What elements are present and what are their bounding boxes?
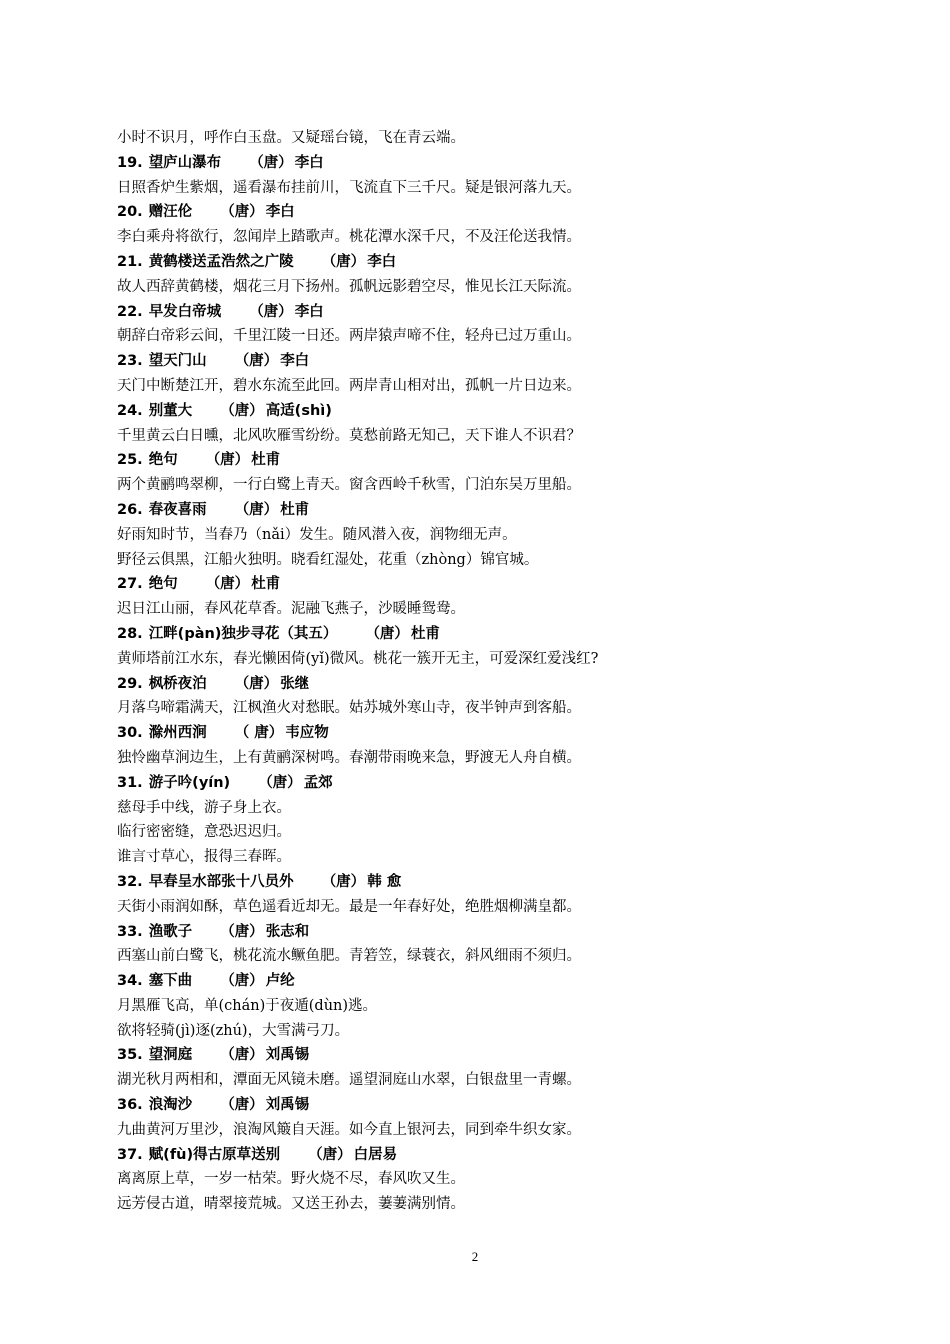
poem-text-line: 故人西辞黄鹤楼，烟花三月下扬州。孤帆远影碧空尽，惟见长江天际流。 (117, 278, 581, 295)
poem-dynasty: （唐） (249, 303, 293, 320)
poem-title: 黄鹤楼送孟浩然之广陵 (148, 253, 294, 270)
poem-text-line: 九曲黄河万里沙，浪淘风簸自天涯。如今直上银河去，同到牵牛织女家。 (117, 1121, 581, 1138)
poem-title: 塞下曲 (148, 973, 193, 990)
poem-text-line: 两个黄鹂鸣翠柳，一行白鹭上青天。窗含西岭千秋雪，门泊东吴万里船。 (117, 477, 581, 494)
poem-dynasty: （唐） (220, 204, 264, 221)
poem-title-line (117, 771, 837, 796)
poem-title: 早发白帝城 (148, 303, 222, 320)
poem-author: 张志和 (265, 923, 310, 940)
poem-title-line (117, 672, 837, 697)
poem-title: 滁州西涧 (148, 725, 207, 742)
poem-title-line (117, 572, 837, 597)
poem-number: 26. (117, 501, 143, 518)
poem-author: 李白 (294, 303, 324, 320)
poem-title-line (117, 622, 837, 647)
poem-title: 赠汪伦 (148, 204, 193, 221)
poem-title-line (117, 1143, 837, 1168)
poem-text-line: 月落乌啼霜满天，江枫渔火对愁眠。姑苏城外寒山寺，夜半钟声到客船。 (117, 700, 581, 717)
poem-author: 杜甫 (410, 625, 440, 642)
poem-number: 24. (117, 402, 143, 419)
poem-title: 望庐山瀑布 (148, 154, 222, 171)
poem-title-line (117, 200, 837, 225)
poem-number: 25. (117, 452, 143, 469)
poem-author: 杜甫 (251, 576, 281, 593)
poem-title-line (117, 1093, 837, 1118)
poem-number: 23. (117, 353, 143, 370)
poem-author: 白居易 (353, 1146, 398, 1163)
poem-author: 孟郊 (303, 774, 333, 791)
poem-title: 望洞庭 (148, 1047, 193, 1064)
poem-number: 34. (117, 973, 143, 990)
poem-dynasty: （唐） (234, 501, 279, 518)
poem-author: 李白 (265, 204, 295, 221)
poem-text-line: 千里黄云白日曛，北风吹雁雪纷纷。莫愁前路无知己，天下谁人不识君？ (117, 427, 581, 444)
poem-author: 卢纶 (265, 973, 295, 990)
poem-title: 绝句 (148, 452, 178, 469)
poem-author: 杜甫 (251, 452, 281, 469)
poem-author: 刘禹锡 (265, 1047, 310, 1064)
poem-title: 春夜喜雨 (148, 501, 207, 518)
poem-author: 韦应物 (285, 725, 329, 742)
poem-title: 浪淘沙 (148, 1097, 193, 1114)
poem-title: 早春呈水部张十八员外 (148, 873, 294, 890)
poem-text-line: 月黑雁飞高，单(chán)于夜遁(dùn)逃。 (117, 997, 378, 1014)
poem-title-line (117, 300, 837, 325)
poem-author: 刘禹锡 (265, 1097, 310, 1114)
poem-dynasty: （唐） (220, 1047, 264, 1064)
poem-text-line: 李白乘舟将欲行，忽闻岸上踏歌声。桃花潭水深千尺，不及汪伦送我情。 (117, 229, 581, 246)
poem-text-line: 野径云俱黑，江船火独明。晓看红湿处，花重（zhòng）锦官城。 (117, 551, 539, 568)
poem-number: 28. (117, 625, 143, 642)
poem-text-line: 欲将轻骑(jì)逐(zhú)，大雪满弓刀。 (117, 1022, 350, 1039)
poem-title-line (117, 1043, 837, 1068)
poem-dynasty: （唐） (220, 402, 264, 419)
poem-author: 韩 愈 (367, 873, 402, 890)
poem-dynasty: （唐） (234, 675, 279, 692)
poem-title: 渔歌子 (148, 923, 193, 940)
poem-title: 江畔(pàn)独步寻花（其五） (148, 625, 338, 642)
poem-number: 29. (117, 675, 143, 692)
poem-dynasty: （唐） (234, 353, 279, 370)
poem-title: 游子吟(yín) (148, 774, 231, 791)
poem-text-line: 离离原上草，一岁一枯荣。野火烧不尽，春风吹又生。 (117, 1171, 465, 1188)
poem-dynasty: （ 唐） (234, 725, 284, 742)
poem-title-line (117, 721, 837, 746)
poem-dynasty: （唐） (321, 873, 366, 890)
poem-title-line (117, 151, 837, 176)
poem-title-line (117, 349, 837, 374)
poem-title: 别董大 (148, 402, 193, 419)
poem-dynasty: （唐） (205, 452, 250, 469)
poem-title: 枫桥夜泊 (148, 675, 207, 692)
poem-text-line: 独怜幽草涧边生，上有黄鹂深树鸣。春潮带雨晚来急，野渡无人舟自横。 (117, 749, 581, 766)
poem-author: 李白 (367, 253, 397, 270)
poem-text-line: 天街小雨润如酥，草色遥看近却无。最是一年春好处，绝胜烟柳满皇都。 (117, 898, 581, 915)
poem-number: 21. (117, 253, 143, 270)
poem-text-line: 迟日江山丽，春风花草香。泥融飞燕子，沙暖睡鸳鸯。 (117, 601, 465, 618)
poem-number: 35. (117, 1047, 143, 1064)
poem-title-line (117, 498, 837, 523)
poem-text-line: 天门中断楚江开，碧水东流至此回。两岸青山相对出，孤帆一片日边来。 (117, 377, 581, 394)
poem-number: 33. (117, 923, 143, 940)
poem-number: 32. (117, 873, 143, 890)
poem-number: 27. (117, 576, 143, 593)
poem-number: 20. (117, 204, 143, 221)
poem-author: 高适(shì) (265, 402, 332, 419)
poem-list (117, 126, 837, 1217)
poem-dynasty: （唐） (220, 923, 264, 940)
poem-dynasty: （唐） (365, 625, 409, 642)
poem-author: 李白 (280, 353, 310, 370)
poem-dynasty: （唐） (308, 1146, 352, 1163)
poem-title-line (117, 969, 837, 994)
poem-dynasty: （唐） (258, 774, 302, 791)
poem-title: 望天门山 (148, 353, 207, 370)
poem-title-line (117, 920, 837, 945)
poem-author: 杜甫 (280, 501, 310, 518)
poem-number: 31. (117, 774, 143, 791)
poem-title-line (117, 399, 837, 424)
poem-title-line (117, 870, 837, 895)
poem-number: 22. (117, 303, 143, 320)
poem-dynasty: （唐） (220, 1097, 264, 1114)
page-number: 2 (471, 1249, 479, 1264)
poem-text-line: 日照香炉生紫烟，遥看瀑布挂前川，飞流直下三千尺。疑是银河落九天。 (117, 179, 581, 196)
poem-text-line: 远芳侵古道，晴翠接荒城。又送王孙去，萋萋满别情。 (117, 1196, 465, 1213)
poem-text-line: 黄师塔前江水东，春光懒困倚(yǐ)微风。桃花一簇开无主，可爱深红爱浅红? (117, 650, 599, 667)
poem-title-line (117, 448, 837, 473)
poem-title: 绝句 (148, 576, 178, 593)
poem-dynasty: （唐） (249, 154, 293, 171)
poem-text-line: 临行密密缝，意恐迟迟归。 (117, 824, 291, 841)
poem-dynasty: （唐） (205, 576, 250, 593)
poem-text-line: 西塞山前白鹭飞，桃花流水鳜鱼肥。青箬笠，绿蓑衣，斜风细雨不须归。 (117, 948, 581, 965)
poem-title-line (117, 250, 837, 275)
poem-text-line: 小时不识月，呼作白玉盘。又疑瑶台镜，飞在青云端。 (117, 130, 465, 146)
poem-number: 19. (117, 154, 143, 171)
poem-number: 36. (117, 1097, 143, 1114)
poem-number: 37. (117, 1146, 143, 1163)
poem-text-line: 谁言寸草心，报得三春晖。 (117, 849, 291, 866)
poem-author: 李白 (294, 154, 324, 171)
poem-text-line: 湖光秋月两相和，潭面无风镜未磨。遥望洞庭山水翠，白银盘里一青螺。 (117, 1072, 581, 1089)
poem-dynasty: （唐） (220, 973, 264, 990)
poem-text-line: 好雨知时节，当春乃（nǎi）发生。随风潜入夜，润物细无声。 (117, 526, 517, 543)
poem-number: 30. (117, 725, 143, 742)
poem-author: 张继 (280, 675, 310, 692)
poem-text-line: 朝辞白帝彩云间，千里江陵一日还。两岸猿声啼不住，轻舟已过万重山。 (117, 328, 581, 345)
poem-dynasty: （唐） (321, 253, 366, 270)
poem-text-line: 慈母手中线，游子身上衣。 (117, 799, 291, 816)
poem-title: 赋(fù)得古原草送别 (148, 1146, 281, 1163)
